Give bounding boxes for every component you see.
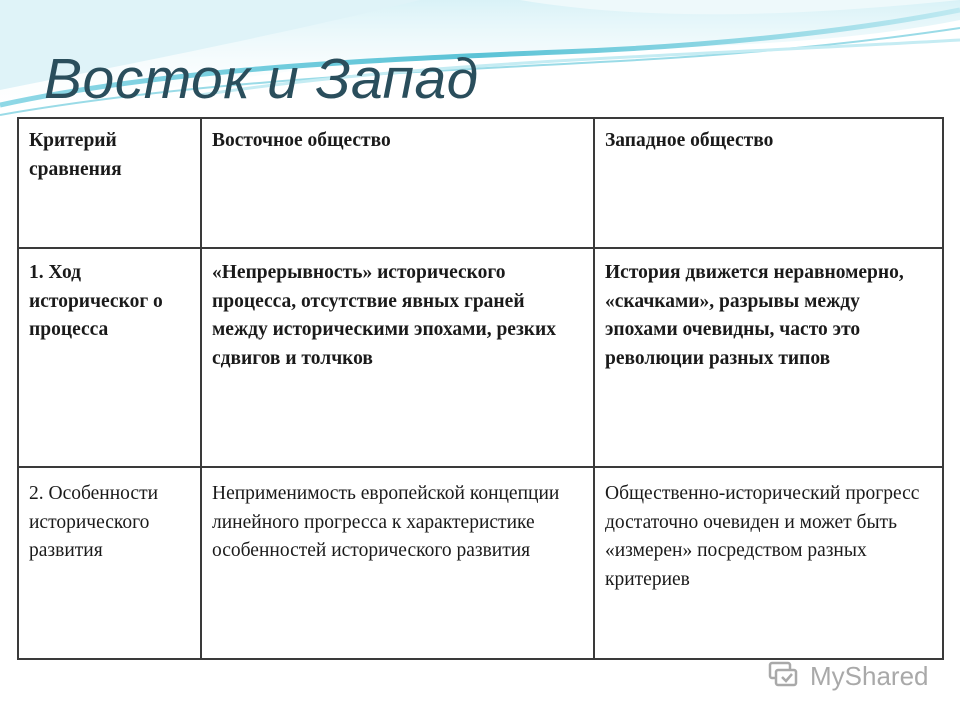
myshared-logo-icon: [768, 660, 804, 692]
row1-criterion: 1. Ход историческог о процесса: [18, 248, 201, 467]
row2-criterion-number: 2.: [29, 483, 44, 504]
watermark-text: MyShared: [810, 660, 929, 691]
header-east: Восточное общество: [201, 118, 594, 248]
row2-criterion: [18, 467, 201, 659]
comparison-table: [17, 117, 944, 660]
table-header-row: [18, 118, 943, 248]
row1-east: «Непрерывность» исторического процесса, отсутствие явных граней между историческими эпохами, резких сдвигов и толчков: [201, 248, 594, 467]
slide-title: Восток и Запад: [44, 47, 479, 111]
row1-west: История движется неравномерно, «скачками», разрывы между эпохами очевидны, часто это революции разных типов: [594, 248, 943, 467]
row2-east: Неприменимость европейской концепции линейного прогресса к характеристике особенностей исторического развития: [201, 467, 594, 659]
header-west: Западное общество: [594, 118, 943, 248]
table-row: [18, 467, 943, 659]
row2-criterion-text: Особенности исторического развития: [29, 483, 159, 561]
header-criterion: Критерий сравнения: [18, 118, 201, 248]
table-row: [18, 248, 943, 467]
row2-west: Общественно-исторический прогресс достаточно очевиден и может быть «измерен» посредством разных критериев: [594, 467, 943, 659]
myshared-watermark: [768, 656, 929, 696]
